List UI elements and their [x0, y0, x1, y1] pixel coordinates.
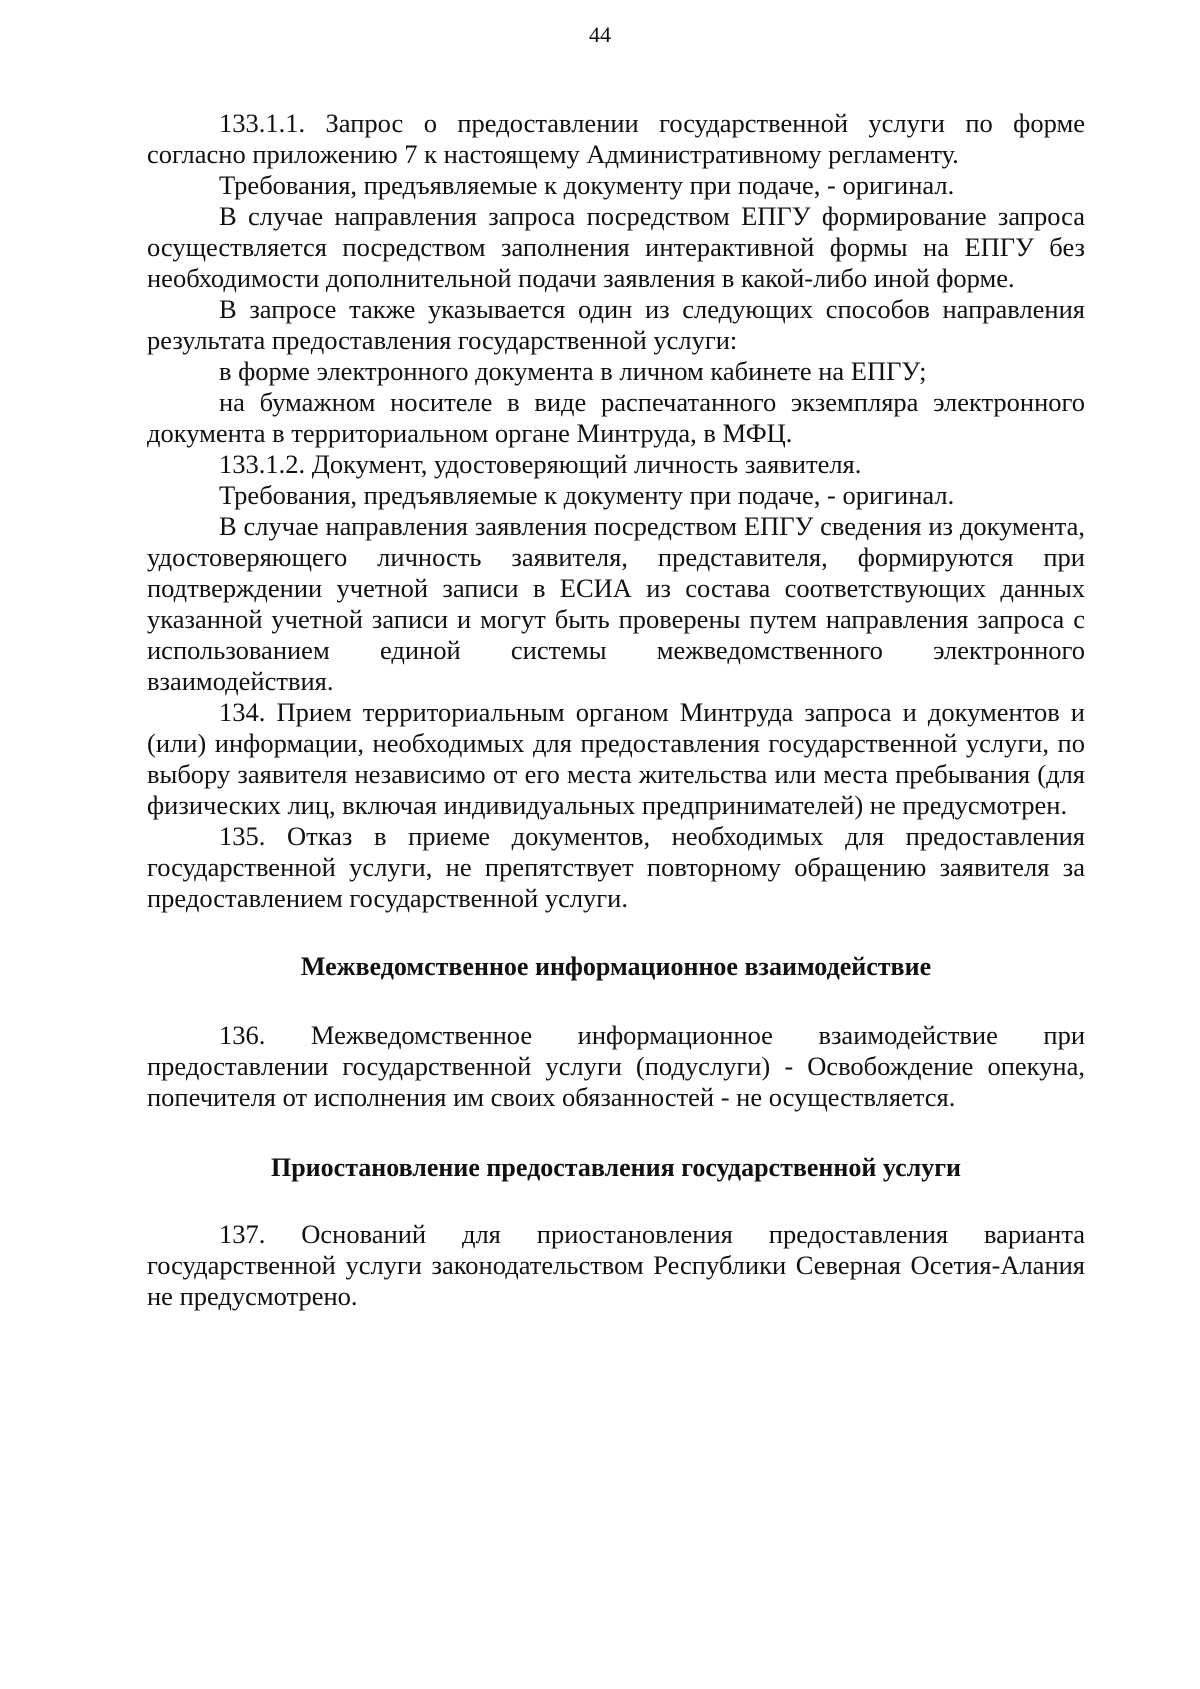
paragraph-result-methods: В запросе также указывается один из следующих способов направления результата предоставления государственной услуги:: [147, 294, 1085, 355]
paragraph-method-electronic: в форме электронного документа в личном кабинете на ЕПГУ;: [219, 356, 927, 386]
section-heading-interagency: Межведомственное информационное взаимодействие: [300, 952, 932, 981]
paragraph-137: 137. Оснований для приостановления предоставления варианта государственной услуги законодательством Республики Северная Осетия-Алания не предусмотрено.: [147, 1219, 1085, 1311]
paragraph-133-1-2: 133.1.2. Документ, удостоверяющий личность заявителя.: [219, 449, 862, 479]
paragraph-133-1-1: 133.1.1. Запрос о предоставлении государственной услуги по форме согласно приложению 7 к настоящему Административному регламенту.: [147, 108, 1085, 169]
paragraph-epgu-request: В случае направления запроса посредством ЕПГУ формирование запроса осуществляется посредством заполнения интерактивной формы на ЕПГУ без необходимости дополнительной подачи заявления в какой-либо иной форме.: [147, 201, 1085, 293]
paragraph-136: 136. Межведомственное информационное взаимодействие при предоставлении государственной услуги (подуслуги) - Освобождение опекуна, попечителя от исполнения им своих обязанностей - не осуществляется.: [147, 1020, 1085, 1112]
paragraph-method-paper: на бумажном носителе в виде распечатанного экземпляра электронного документа в территориальном органе Минтруда, в МФЦ.: [147, 387, 1085, 448]
paragraph-requirements-original-2: Требования, предъявляемые к документу при подаче, - оригинал.: [219, 480, 955, 510]
page-number: 44: [589, 22, 611, 47]
paragraph-epgu-identity: В случае направления заявления посредством ЕПГУ сведения из документа, удостоверяющего личность заявителя, представителя, формируются при подтверждении учетной записи в ЕСИА из состава соответствующих данных указанной учетной записи и могут быть проверены путем направления запроса с использованием единой системы межведомственного электронного взаимодействия.: [147, 511, 1085, 696]
paragraph-134: 134. Прием территориальным органом Минтруда запроса и документов и (или) информации, необходимых для предоставления государственной услуги, по выбору заявителя независимо от его места жительства или места пребывания (для физических лиц, включая индивидуальных предпринимателей) не предусмотрен.: [147, 697, 1085, 820]
section-heading-suspension: Приостановление предоставления государственной услуги: [270, 1153, 961, 1182]
paragraph-135: 135. Отказ в приеме документов, необходимых для предоставления государственной услуги, не препятствует повторному обращению заявителя за предоставлением государственной услуги.: [147, 821, 1085, 913]
document-body: [147, 108, 1085, 1312]
paragraph-requirements-original: Требования, предъявляемые к документу при подаче, - оригинал.: [219, 170, 955, 200]
